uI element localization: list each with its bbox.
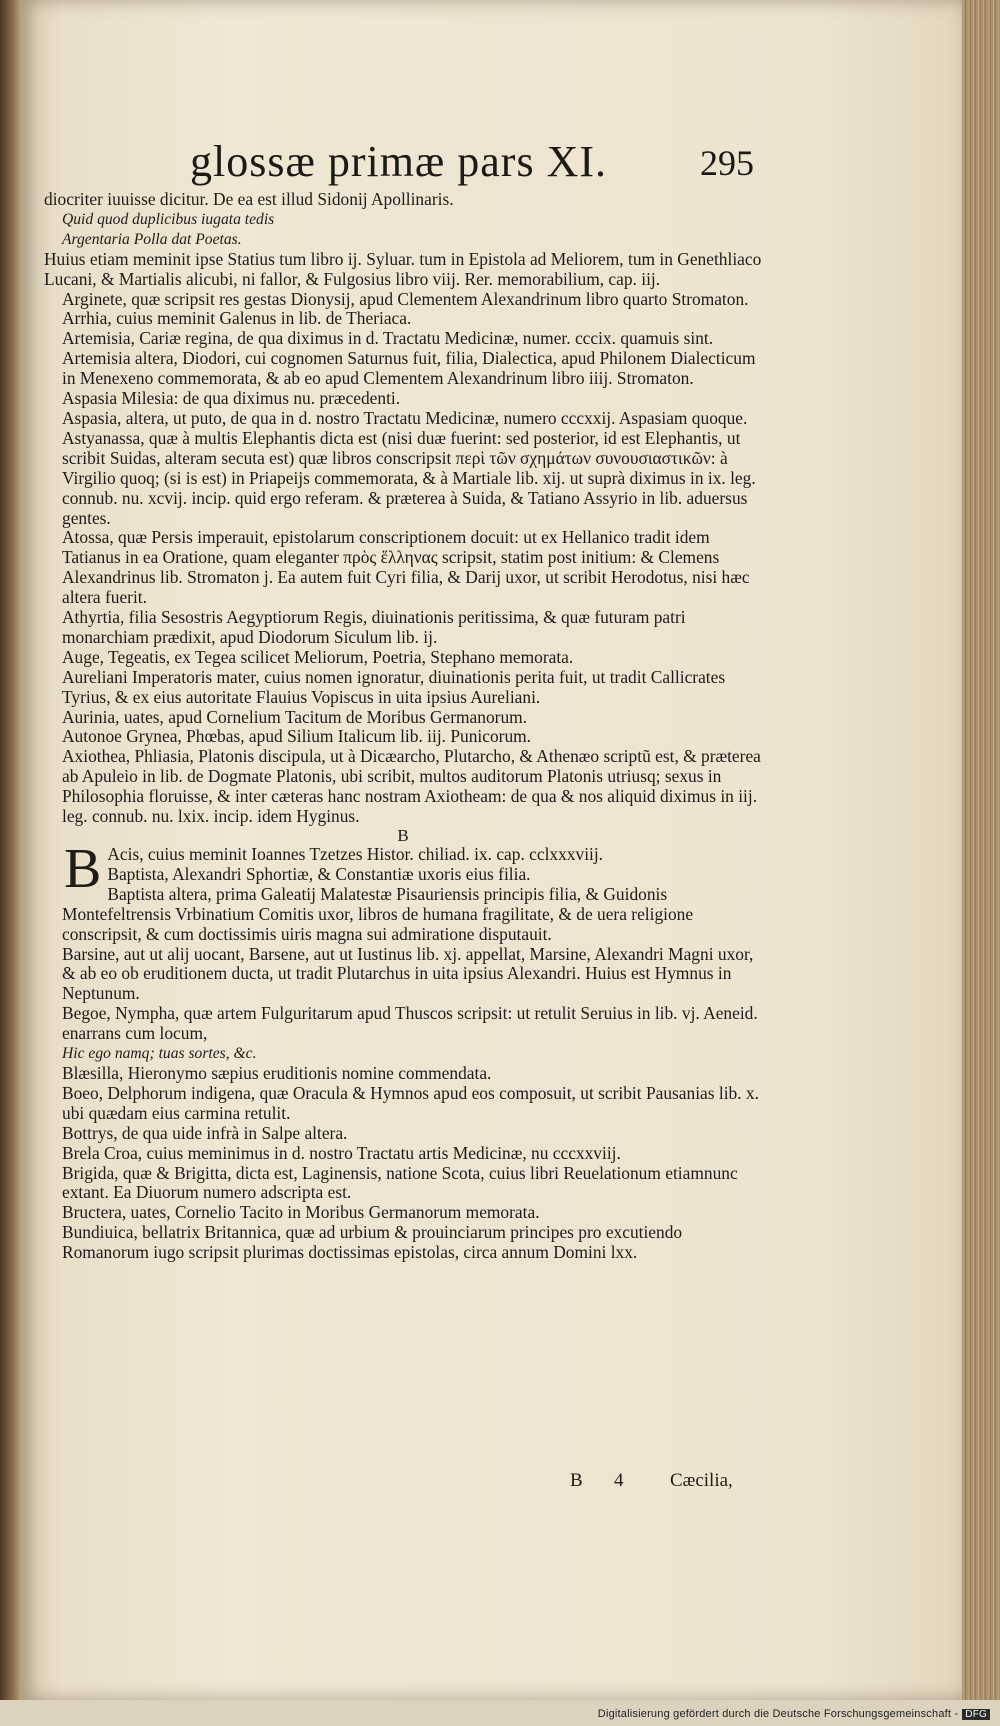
- page-edge-leaves: [962, 0, 1000, 1726]
- signature-number: 4: [614, 1470, 624, 1491]
- page-number: 295: [700, 143, 754, 183]
- text-paragraph: Atossa, quæ Persis imperauit, epistolarum conscriptionem docuit: ut ex Hellanico tradit idem Tatianus in ea Oratione, quam eleganter πρὸς ἕλληνας scripsit, statim post initium: & Clemens Alexandrinus lib. Stromaton j. Ea autem fuit Cyri filia, & Darij uxor, ut scribit Herodotus, nisi hæc altera fuerit.: [62, 527, 750, 608]
- text-paragraph: Athyrtia, filia Sesostris Aegyptiorum Regis, diuinationis peritissima, & quæ futuram patri monarchiam prædixit, apud Diodorum Siculum lib. ij.: [62, 607, 686, 647]
- verse-quotation: Quid quod duplicibus iugata tedis: [62, 210, 275, 228]
- text-paragraph: Axiothea, Phliasia, Platonis discipula, ut à Dicæarcho, Plutarcho, & Athenæo scriptũ est, & præterea ab Apuleio in lib. de Dogmate Platonis, ubi scribit, multos auditorum Platonis utriusq; sexus in Philosophia floruisse, & inter cæteras hanc nostram Axiotheam: de qua & nos aliquid diximus in iij. leg. connub. nu. lxix. incip. idem Hyginus.: [62, 746, 761, 827]
- text-paragraph: Auge, Tegeatis, ex Tegea scilicet Meliorum, Poetria, Stephano memorata.: [62, 646, 574, 667]
- text-paragraph: Blæsilla, Hieronymo sæpius eruditionis nomine commendata.: [62, 1062, 492, 1083]
- dropcap-letter: B: [64, 838, 102, 900]
- catchword: Cæcilia,: [670, 1470, 733, 1491]
- text-paragraph: Aspasia Milesia: de qua diximus nu. præcedenti.: [62, 388, 401, 409]
- text-paragraph: Arginete, quæ scripsit res gestas Dionysij, apud Clementem Alexandrinum libro quarto Stromaton.: [62, 288, 749, 309]
- section-letter: B: [397, 826, 409, 845]
- text-paragraph: Autonoe Grynea, Phœbas, apud Silium Italicum lib. iij. Punicorum.: [62, 726, 532, 747]
- text-paragraph: Aureliani Imperatoris mater, cuius nomen ignoratur, diuinationis perita fuit, ut tradit Callicrates Tyrius, & ex eius autoritate Flauius Vopiscus in uita ipsius Aureliani.: [62, 666, 726, 707]
- text-paragraph: Begoe, Nympha, quæ artem Fulguritarum apud Thuscos scripsit: ut retulit Seruius in lib. vj. Aeneid. enarrans cum locum,: [62, 1003, 758, 1044]
- text-paragraph: Aurinia, uates, apud Cornelium Tacitum de Moribus Germanorum.: [62, 706, 528, 727]
- text-paragraph: Aspasia, altera, ut puto, de qua in d. nostro Tractatu Medicinæ, numero cccxxij. Aspasiam quoque.: [62, 407, 748, 428]
- text-paragraph: Brela Croa, cuius meminimus in d. nostro Tractatu artis Medicinæ, nu cccxxviij.: [62, 1142, 621, 1163]
- text-paragraph: Baptista, Alexandri Sphortiæ, & Constantiæ uxoris eius filia.: [107, 863, 531, 884]
- book-spine-shadow: [0, 0, 22, 1726]
- text-paragraph: Boeo, Delphorum indigena, quæ Oracula & Hymnos apud eos composuit, ut scribit Pausanias lib. x. ubi quædam eius carmina retulit.: [62, 1082, 759, 1123]
- text-block: [44, 190, 762, 1263]
- text-paragraph: Artemisia, Cariæ regina, de qua diximus in d. Tractatu Medicinæ, numer. cccix. quamuis sint.: [62, 328, 714, 349]
- text-paragraph: Bructera, uates, Cornelio Tacito in Moribus Germanorum memorata.: [62, 1202, 540, 1223]
- text-paragraph: Baptista altera, prima Galeatij Malatestæ Pisauriensis principis filia, & Guidonis Montefeltrensis Vrbinatium Comitis uxor, libros de humana fragilitate, & de uera religione conscripsit, & cum doctissimis uiris magna sui admiratione disputauit.: [62, 883, 694, 944]
- text-paragraph: Barsine, aut ut alij uocant, Barsene, aut ut Iustinus lib. xj. appellat, Marsine, Alexandri Magni uxor, & ab eo ob eruditionem ducta, ut tradit Plutarchus in uita ipsius Alexandri. Huius est Hymnus in Neptunum.: [62, 943, 754, 1004]
- digitization-credit: [598, 1708, 990, 1720]
- text-paragraph: Huius etiam meminit ipse Statius tum libro ij. Syluar. tum in Epistola ad Meliorem, tum in Genethliaco Lucani, & Martialis alicubi, ni fallor, & Fulgosius libro viij. Rer. memorabilium, cap. iij.: [44, 248, 762, 289]
- dfg-logo: DFG: [962, 1709, 990, 1720]
- text-paragraph: diocriter iuuisse dicitur. De ea est illud Sidonij Apollinaris.: [44, 189, 454, 209]
- verse-quotation: Argentaria Polla dat Poetas.: [62, 230, 242, 248]
- signature-mark: B: [570, 1470, 583, 1491]
- text-paragraph: Bundiuica, bellatrix Britannica, quæ ad urbium & prouinciarum principes pro excutiendo Romanorum iugo scripsit plurimas doctissimas epistolas, circa annum Domini lxx.: [62, 1222, 683, 1263]
- running-header-title: glossæ primæ pars XI.: [190, 137, 607, 186]
- text-paragraph: Astyanassa, quæ à multis Elephantis dicta est (nisi duæ fuerint: sed posterior, id est Elephantis, ut scribit Suidas, alteram secuta est) quæ libros conscripsit περὶ τῶν σχημάτων συνουσιαστικῶν: à Virgilio quoq; (si is est) in Priapeijs commemorata, & à Martiale lib. xij. ut suprà diximus in ix. leg. connub. nu. xcvij. incip. quid ergo referam. & præterea à Suida, & Tatiano Assyrio in lib. aduersus gentes.: [62, 427, 756, 528]
- text-paragraph: Bottrys, de qua uide infrà in Salpe altera.: [62, 1122, 348, 1143]
- text-paragraph: Arrhia, cuius meminit Galenus in lib. de Theriaca.: [62, 308, 412, 329]
- entry-text: Acis, cuius meminit Ioannes Tzetzes Histor. chiliad. ix. cap. cclxxxviij.: [107, 844, 604, 864]
- credit-text: Digitalisierung gefördert durch die Deutsche Forschungsgemeinschaft -: [597, 1708, 959, 1720]
- verse-quotation: Hic ego namq; tuas sortes, &c.: [62, 1045, 257, 1063]
- text-paragraph: Brigida, quæ & Brigitta, dicta est, Laginensis, natione Scota, cuius libri Reuelationum etiamnunc extant. Ea Diuorum numero adscripta est.: [62, 1162, 738, 1203]
- text-paragraph: Artemisia altera, Diodori, cui cognomen Saturnus fuit, filia, Dialectica, apud Philonem Dialecticum in Menexeno commemorata, & ab eo apud Clementem Alexandrinum libro iiij. Stromaton.: [62, 348, 756, 389]
